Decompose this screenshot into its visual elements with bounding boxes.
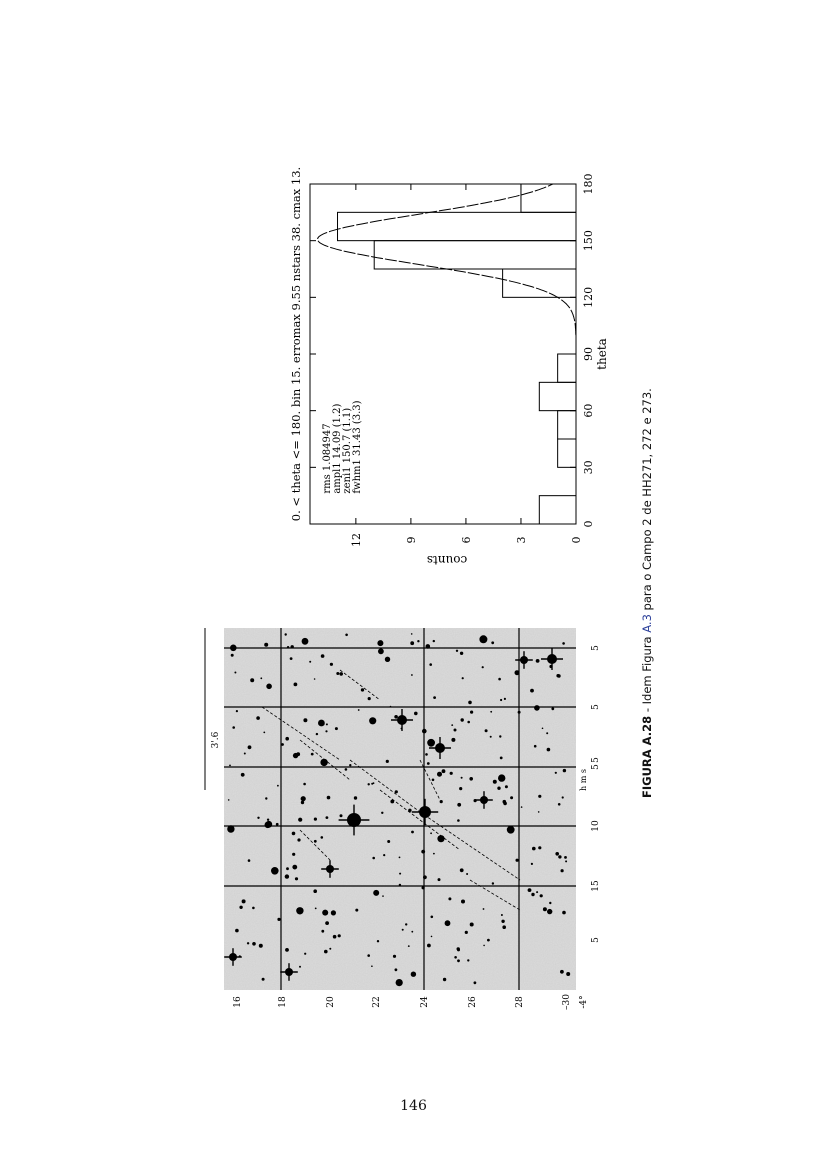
- star: [277, 785, 279, 787]
- star: [373, 782, 375, 784]
- theta-tick-label: 30: [582, 460, 595, 475]
- star: [421, 850, 425, 854]
- star: [383, 854, 385, 856]
- star: [381, 812, 383, 814]
- star: [340, 814, 343, 817]
- theta-tick-label: 120: [582, 286, 595, 308]
- star: [290, 657, 293, 660]
- star: [498, 678, 501, 681]
- star: [426, 644, 431, 649]
- star: [558, 855, 561, 858]
- star: [296, 907, 303, 914]
- star: [309, 661, 311, 663]
- star: [414, 712, 418, 716]
- star: [315, 908, 317, 910]
- star: [314, 818, 317, 821]
- star: [430, 832, 432, 834]
- star: [432, 779, 435, 782]
- ra-tick-label: 15: [591, 880, 601, 892]
- star: [387, 840, 390, 843]
- star: [451, 738, 455, 742]
- star: [232, 726, 235, 729]
- star: [555, 852, 559, 856]
- star: [260, 677, 262, 679]
- star: [531, 863, 533, 865]
- star: [267, 819, 269, 821]
- star: [536, 891, 538, 893]
- counts-tick-label: 6: [459, 536, 473, 544]
- star: [399, 884, 401, 886]
- ra-tick-label: 5: [591, 757, 601, 763]
- star: [286, 867, 289, 870]
- star: [314, 678, 316, 680]
- star: [321, 930, 324, 933]
- star: [377, 640, 383, 646]
- star: [411, 931, 413, 933]
- star: [457, 959, 460, 962]
- dec-tick-label: –30: [562, 994, 572, 1010]
- star: [558, 803, 561, 806]
- dec-tick-label: 24: [420, 996, 430, 1008]
- star: [467, 959, 469, 961]
- star: [336, 672, 339, 675]
- star: [354, 796, 357, 799]
- histogram-header: 0. < theta <= 180. bin 15. erromax 9.55 nstars 38. cmax 13.: [289, 166, 303, 522]
- star: [393, 955, 396, 958]
- star: [411, 972, 416, 977]
- star: [331, 910, 336, 915]
- star: [433, 640, 435, 642]
- star: [448, 897, 451, 900]
- star: [433, 696, 436, 699]
- star: [316, 733, 318, 735]
- caption-ref-link[interactable]: A.3: [640, 614, 654, 633]
- star: [510, 796, 513, 799]
- star: [262, 978, 265, 981]
- star: [263, 732, 265, 734]
- y-axis-label: counts: [426, 553, 468, 567]
- star: [411, 633, 413, 635]
- star: [231, 654, 234, 657]
- star: [465, 931, 468, 934]
- star: [302, 638, 309, 645]
- star: [492, 882, 494, 884]
- star: [530, 689, 534, 693]
- star: [298, 818, 302, 822]
- star: [335, 727, 338, 730]
- counts-tick-label: 12: [349, 533, 363, 547]
- star: [433, 853, 435, 855]
- star: [325, 921, 329, 925]
- star: [461, 718, 464, 721]
- star: [482, 666, 484, 668]
- star: [534, 745, 537, 748]
- ra-tick-label: 5: [591, 937, 601, 943]
- star: [314, 840, 317, 843]
- star: [498, 774, 505, 781]
- star: [265, 797, 267, 799]
- corner-label: -4°: [579, 995, 589, 1009]
- star: [367, 954, 370, 957]
- star: [345, 634, 348, 637]
- dec-tick-label: 16: [233, 996, 243, 1008]
- counts-tick-label: 3: [514, 536, 528, 544]
- star: [230, 645, 237, 652]
- star: [479, 635, 487, 643]
- star: [395, 968, 398, 971]
- star: [490, 711, 492, 713]
- star: [562, 642, 565, 645]
- star: [250, 678, 254, 682]
- star: [451, 724, 453, 726]
- ra-tick-label: 5: [591, 645, 601, 651]
- star: [355, 909, 358, 912]
- star: [461, 900, 465, 904]
- star: [555, 772, 557, 774]
- star: [566, 972, 570, 976]
- star: [325, 730, 327, 732]
- star: [565, 860, 567, 862]
- star: [349, 764, 351, 766]
- star: [502, 925, 506, 929]
- star: [501, 920, 504, 923]
- star: [547, 909, 552, 914]
- star: [437, 772, 442, 777]
- star: [229, 765, 231, 767]
- star: [396, 979, 403, 986]
- star: [411, 674, 413, 676]
- star: [505, 785, 508, 788]
- star: [564, 856, 567, 859]
- star: [563, 769, 566, 772]
- star: [538, 846, 541, 849]
- star: [345, 768, 348, 771]
- star: [443, 978, 446, 981]
- star: [252, 942, 256, 946]
- star: [503, 802, 507, 806]
- star: [304, 953, 306, 955]
- star: [321, 654, 325, 658]
- star: [490, 736, 492, 738]
- theta-tick-label: 90: [582, 347, 595, 361]
- star: [327, 796, 331, 800]
- star: [320, 759, 327, 766]
- theta-tick-label: 0: [582, 520, 595, 528]
- star: [399, 873, 401, 875]
- star: [491, 641, 494, 644]
- star: [483, 908, 485, 910]
- star: [497, 787, 500, 790]
- star: [427, 944, 431, 948]
- star: [551, 707, 554, 710]
- star: [257, 817, 259, 819]
- fit-stat: rms 1.084947: [322, 423, 333, 494]
- star: [521, 806, 523, 808]
- star: [405, 923, 407, 925]
- caption-post: para o Campo 2 de HH271, 272 e 273.: [640, 388, 654, 615]
- star: [438, 878, 441, 881]
- star: [422, 886, 425, 889]
- dec-tick-label: 26: [468, 996, 478, 1008]
- star: [292, 853, 295, 856]
- star: [417, 640, 419, 642]
- star: [330, 663, 333, 666]
- star: [277, 918, 280, 921]
- star: [301, 796, 306, 801]
- star: [227, 825, 234, 832]
- star: [294, 683, 298, 687]
- star: [466, 873, 468, 875]
- star: [411, 831, 414, 834]
- star: [301, 801, 304, 804]
- star: [368, 783, 370, 785]
- star: [256, 716, 260, 720]
- star: [235, 929, 239, 933]
- star: [271, 867, 279, 875]
- star: [501, 914, 503, 916]
- star: [292, 832, 296, 836]
- figure-caption: [640, 388, 654, 798]
- star: [540, 894, 543, 897]
- star: [427, 762, 430, 765]
- star: [382, 895, 384, 897]
- star: [562, 796, 564, 798]
- star: [234, 672, 236, 674]
- star: [239, 906, 242, 909]
- dec-tick-label: 18: [278, 996, 288, 1008]
- star: [395, 790, 398, 793]
- star: [292, 865, 297, 870]
- star: [532, 847, 536, 851]
- theta-tick-label: 180: [582, 173, 595, 195]
- star: [440, 800, 443, 803]
- star: [299, 966, 301, 968]
- star: [487, 939, 490, 942]
- star: [386, 760, 389, 763]
- star: [542, 728, 544, 730]
- star: [228, 799, 230, 801]
- star: [338, 934, 341, 937]
- star: [326, 816, 329, 819]
- star: [534, 705, 540, 711]
- star: [531, 893, 534, 896]
- star: [247, 942, 249, 944]
- star: [241, 773, 245, 777]
- star: [456, 650, 458, 652]
- star: [515, 670, 520, 675]
- star: [242, 899, 246, 903]
- star: [556, 674, 559, 677]
- star: [431, 936, 433, 938]
- fit-stat: zeni1 150.7 (1.1): [342, 407, 353, 494]
- star: [547, 748, 551, 752]
- star: [507, 826, 515, 834]
- star: [372, 857, 375, 860]
- star: [474, 981, 477, 984]
- star: [408, 945, 410, 947]
- star: [311, 753, 314, 756]
- star: [303, 783, 306, 786]
- star: [528, 888, 532, 892]
- star: [560, 970, 564, 974]
- star: [460, 868, 464, 872]
- star: [373, 890, 379, 896]
- ra-unit-label: h m s: [579, 769, 588, 791]
- star: [483, 945, 485, 947]
- star: [500, 757, 503, 760]
- star: [460, 652, 463, 655]
- star: [285, 874, 289, 878]
- star: [361, 688, 364, 691]
- star: [303, 718, 307, 722]
- theta-tick-label: 60: [582, 403, 595, 418]
- star: [252, 907, 255, 910]
- star: [264, 643, 268, 647]
- caption-sep: -: [640, 704, 654, 716]
- star: [538, 811, 540, 813]
- page-number: 146: [400, 1098, 427, 1114]
- star: [538, 795, 541, 798]
- star: [499, 735, 501, 737]
- star: [485, 729, 488, 732]
- ra-tick-label: 10: [591, 820, 601, 832]
- star: [468, 701, 472, 705]
- star: [369, 717, 376, 724]
- ra-tick-label: 5: [591, 764, 601, 770]
- star: [402, 929, 404, 931]
- star: [321, 836, 324, 839]
- star: [442, 769, 446, 773]
- star: [457, 819, 460, 822]
- star: [287, 646, 289, 648]
- theta-tick-label: 150: [582, 230, 595, 252]
- star: [410, 641, 414, 645]
- star: [454, 956, 457, 959]
- star: [285, 948, 289, 952]
- x-axis-label: theta: [595, 338, 609, 370]
- star: [454, 729, 457, 732]
- star: [385, 657, 390, 662]
- star: [504, 698, 506, 700]
- star: [493, 780, 497, 784]
- star: [259, 944, 263, 948]
- star: [431, 916, 434, 919]
- star: [324, 950, 328, 954]
- star: [326, 723, 328, 725]
- caption-label: FIGURA A.28: [640, 715, 654, 798]
- star: [394, 715, 398, 719]
- star: [266, 684, 272, 690]
- star: [450, 772, 453, 775]
- star: [562, 911, 566, 915]
- star: [378, 648, 384, 654]
- star: [285, 737, 289, 741]
- star: [322, 910, 328, 916]
- star: [295, 877, 298, 880]
- ra-tick-label: 5: [591, 704, 601, 710]
- star: [423, 875, 427, 879]
- star: [422, 729, 427, 734]
- star: [549, 902, 551, 904]
- star: [390, 706, 392, 708]
- star: [470, 711, 473, 714]
- dec-tick-label: 28: [515, 996, 525, 1008]
- star: [516, 859, 519, 862]
- star: [457, 948, 460, 951]
- star: [265, 822, 271, 828]
- star: [318, 720, 325, 727]
- fit-stat: fwhm1 31.43 (3.3): [352, 400, 363, 494]
- star: [248, 745, 252, 749]
- star: [296, 752, 300, 756]
- dec-tick-label: 20: [326, 996, 336, 1008]
- star: [333, 935, 337, 939]
- star: [371, 965, 373, 967]
- counts-tick-label: 0: [570, 536, 583, 544]
- star: [445, 920, 451, 926]
- star: [281, 743, 284, 746]
- star: [469, 777, 473, 781]
- star: [339, 672, 343, 676]
- star: [462, 677, 464, 679]
- star: [329, 948, 331, 950]
- star: [425, 753, 428, 756]
- star: [518, 711, 521, 714]
- star: [459, 787, 462, 790]
- star: [461, 777, 463, 779]
- star: [543, 907, 547, 911]
- star: [399, 857, 401, 859]
- star: [244, 753, 246, 755]
- star: [276, 823, 279, 826]
- star: [561, 869, 564, 872]
- star: [457, 803, 461, 807]
- star: [368, 697, 371, 700]
- star: [427, 739, 435, 747]
- caption-pre: Idem Figura: [640, 632, 654, 705]
- star: [377, 940, 379, 942]
- star: [546, 732, 548, 734]
- fit-stat: ampl1 14.09 (1.2): [332, 403, 343, 494]
- star: [248, 859, 251, 862]
- star: [536, 659, 540, 663]
- counts-tick-label: 9: [404, 536, 418, 544]
- star: [285, 633, 287, 635]
- star: [313, 889, 317, 893]
- dec-tick-label: 22: [372, 996, 382, 1008]
- star: [297, 838, 300, 841]
- star: [358, 709, 360, 711]
- star: [291, 645, 294, 648]
- star: [467, 721, 470, 724]
- star: [500, 699, 502, 701]
- star: [236, 710, 238, 712]
- scale-label: 3'.6: [211, 731, 221, 749]
- star: [429, 663, 432, 666]
- star: [470, 923, 474, 927]
